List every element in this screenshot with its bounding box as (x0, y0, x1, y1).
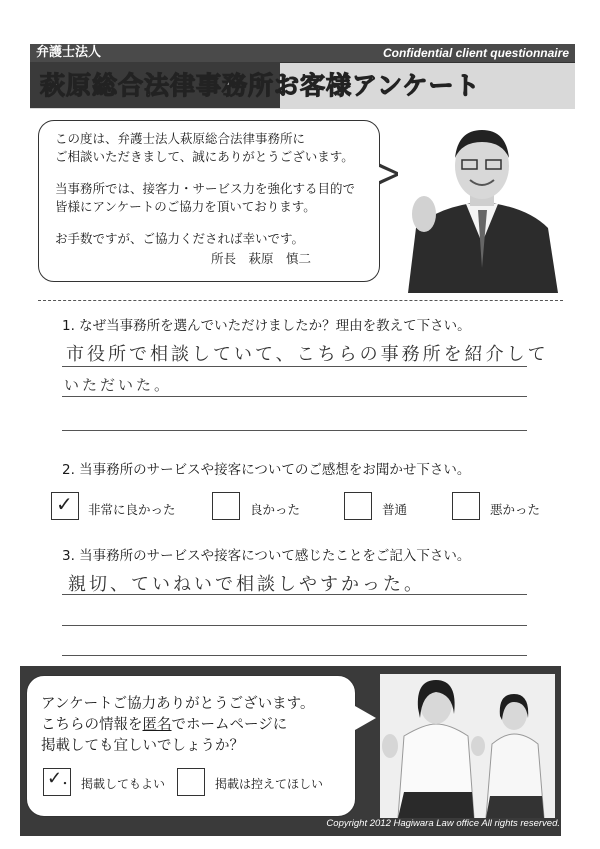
option-bad: 悪かった (490, 502, 541, 517)
copyright: Copyright 2012 Hagiwara Law office All rights reserved. (326, 818, 560, 829)
anonymous-word: 匿名 (142, 717, 172, 733)
option-good: 良かった (250, 502, 301, 517)
question-3: 3. 当事務所のサービスや接客について感じたことをご記入下さい。 (62, 548, 471, 564)
answer-1-line-2[interactable]: いただいた。 (64, 376, 173, 394)
option-very-good: 非常に良かった (88, 502, 176, 517)
answer-1-line-1[interactable]: 市役所で相談していて、こちらの事務所を紹介して (66, 344, 549, 365)
greeting-line: お手数ですが、ご協力くだされば幸いです。 (55, 231, 305, 246)
question-1: 1. なぜ当事務所を選んでいただけましたか？理由を教えて下さい。 (62, 318, 471, 334)
answer-line (62, 430, 527, 431)
consent-line-3: 掲載しても宜しいでしょうか？ (41, 738, 244, 754)
checkbox-publish-decline[interactable] (177, 768, 205, 796)
consent-text: でホームページに (171, 717, 288, 733)
dashed-divider (38, 300, 563, 301)
option-publish-ok: 掲載してもよい (81, 777, 166, 791)
check-mark: ✓. (47, 768, 68, 789)
consent-line-1: アンケートご協力ありがとうございます。 (41, 696, 315, 712)
page-title: 萩原総合法律事務所お客様アンケート (40, 71, 481, 100)
checkbox-average[interactable] (344, 492, 372, 520)
director-photo (398, 118, 566, 293)
question-2: 2. 当事務所のサービスや接客についてのご感想をお聞かせ下さい。 (62, 462, 471, 478)
answer-3-line-1[interactable]: 親切、ていねいで相談しやすかった。 (68, 574, 425, 595)
consent-text: こちらの情報を (41, 717, 143, 733)
header (30, 44, 575, 108)
speech-bubble-tail (348, 702, 376, 734)
option-average: 普通 (382, 502, 408, 517)
header-subtitle: 弁護士法人 (36, 45, 102, 60)
answer-line (62, 396, 527, 397)
consent-bubble (26, 675, 356, 817)
signature: 所長 萩原 慎二 (211, 251, 312, 266)
greeting-line: この度は、弁護士法人萩原総合法律事務所に (55, 131, 306, 146)
answer-line (62, 655, 527, 656)
checkbox-good[interactable] (212, 492, 240, 520)
consent-line-2 (41, 713, 287, 734)
greeting-line: 皆様にアンケートのご協力を頂いております。 (55, 199, 316, 214)
header-english-title: Confidential client questionnaire (382, 46, 569, 60)
checkbox-bad[interactable] (452, 492, 480, 520)
answer-line (62, 366, 527, 367)
check-mark: ✓ (56, 492, 73, 516)
greeting-line: 当事務所では、接客力・サービス力を強化する目的で (55, 181, 356, 196)
staff-photo (380, 674, 555, 818)
speech-bubble-tail-inner (370, 163, 395, 185)
greeting-line: ご相談いただきまして、誠にありがとうございます。 (55, 149, 354, 164)
answer-line (62, 594, 527, 595)
greeting-bubble (38, 120, 380, 282)
answer-line (62, 625, 527, 626)
option-publish-decline: 掲載は控えてほしい (215, 777, 324, 791)
